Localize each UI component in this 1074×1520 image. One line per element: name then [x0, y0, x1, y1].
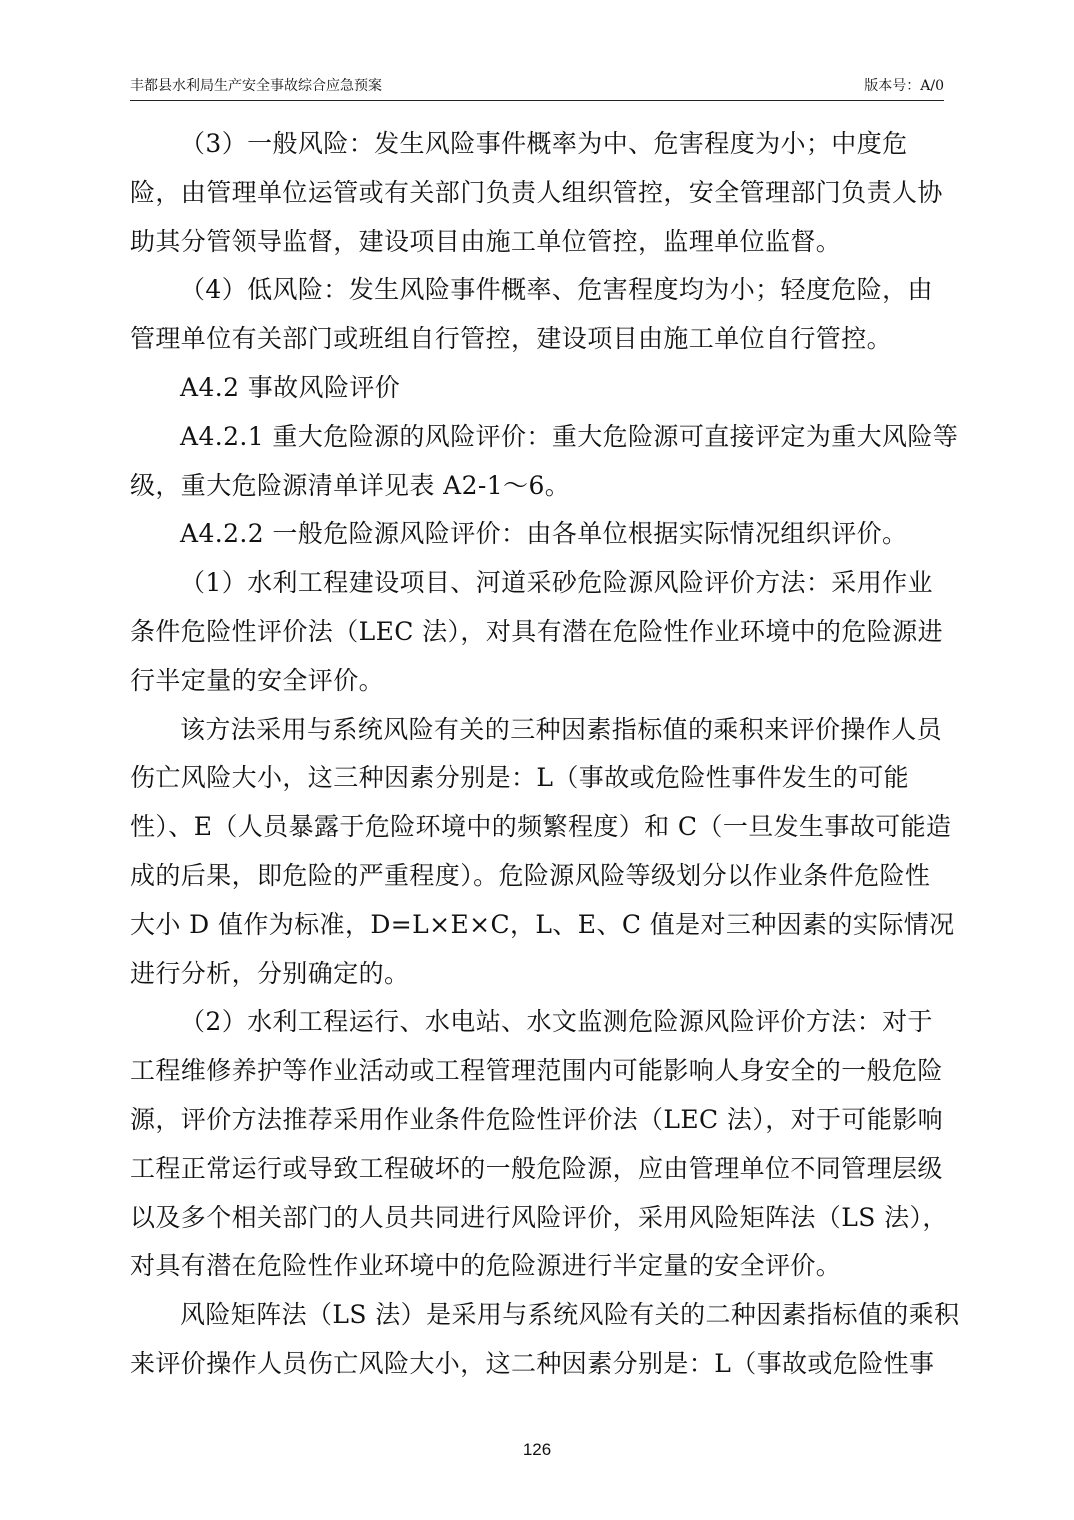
text-line: A4.2.2 一般危险源风险评价：由各单位根据实际情况组织评价。 — [180, 519, 908, 549]
text-line: （1）水利工程建设项目、河道采砂危险源风险评价方法：采用作业 — [180, 568, 933, 598]
page-header — [130, 76, 944, 101]
text-line: （2）水利工程运行、水电站、水文监测危险源风险评价方法：对于 — [180, 1007, 933, 1037]
text-line: 该方法采用与系统风险有关的三种因素指标值的乘积来评价操作人员 — [180, 714, 943, 744]
text-line: 工程维修养护等作业活动或工程管理范围内可能影响人身安全的一般危险 — [130, 1056, 943, 1086]
text-line: 以及多个相关部门的人员共同进行风险评价，采用风险矩阵法（LS 法）， — [130, 1202, 948, 1232]
text-line: 险，由管理单位运管或有关部门负责人组织管控，安全管理部门负责人协 — [130, 177, 943, 207]
text-line: 来评价操作人员伤亡风险大小，这二种因素分别是：L（事故或危险性事 — [130, 1348, 935, 1378]
text-line: 对具有潜在危险性作业环境中的危险源进行半定量的安全评价。 — [130, 1251, 842, 1281]
text-line: 条件危险性评价法（LEC 法），对具有潜在危险性作业环境中的危险源进 — [130, 616, 944, 646]
section-heading — [130, 364, 944, 413]
text-line: 工程正常运行或导致工程破坏的一般危险源，应由管理单位不同管理层级 — [130, 1153, 943, 1183]
text-line: 风险矩阵法（LS 法）是采用与系统风险有关的二种因素指标值的乘积 — [180, 1300, 960, 1330]
paragraph — [130, 1291, 960, 1389]
header-title: 丰都县水利局生产安全事故综合应急预案 — [130, 78, 382, 94]
paragraph — [130, 998, 948, 1291]
page-number: 126 — [522, 1440, 552, 1459]
text-line: 性）、E（人员暴露于危险环境中的频繁程度）和 C（一旦发生事故可能造 — [130, 812, 952, 842]
paragraph — [130, 706, 955, 999]
document-body — [130, 120, 960, 1389]
paragraph — [130, 266, 944, 364]
text-line: 管理单位有关部门或班组自行管控，建设项目由施工单位自行管控。 — [130, 324, 893, 354]
header-version: 版本号：A/0 — [864, 78, 944, 94]
text-line: 进行分析，分别确定的。 — [130, 958, 410, 988]
text-line: （4）低风险：发生风险事件概率、危害程度均为小；轻度危险，由 — [180, 275, 933, 305]
text-line: 伤亡风险大小，这三种因素分别是：L（事故或危险性事件发生的可能 — [130, 763, 910, 793]
paragraph — [130, 510, 944, 559]
text-line: 助其分管领导监督，建设项目由施工单位管控，监理单位监督。 — [130, 226, 842, 256]
text-line: 行半定量的安全评价。 — [130, 665, 385, 695]
text-line: 大小 D 值作为标准，D=L×E×C，L、E、C 值是对三种因素的实际情况 — [130, 909, 955, 939]
text-line: 成的后果，即危险的严重程度）。危险源风险等级划分以作业条件危险性 — [130, 860, 931, 890]
text-line: 源，评价方法推荐采用作业条件危险性评价法（LEC 法），对于可能影响 — [130, 1104, 944, 1134]
paragraph — [130, 413, 959, 511]
text-line: A4.2.1 重大危险源的风险评价：重大危险源可直接评定为重大风险等 — [180, 421, 959, 451]
text-line: 级，重大危险源清单详见表 A2-1～6。 — [130, 470, 571, 500]
paragraph — [130, 120, 944, 266]
paragraph — [130, 559, 944, 705]
text-line: A4.2 事故风险评价 — [180, 372, 401, 402]
text-line: （3）一般风险：发生风险事件概率为中、危害程度为小；中度危 — [180, 129, 908, 158]
